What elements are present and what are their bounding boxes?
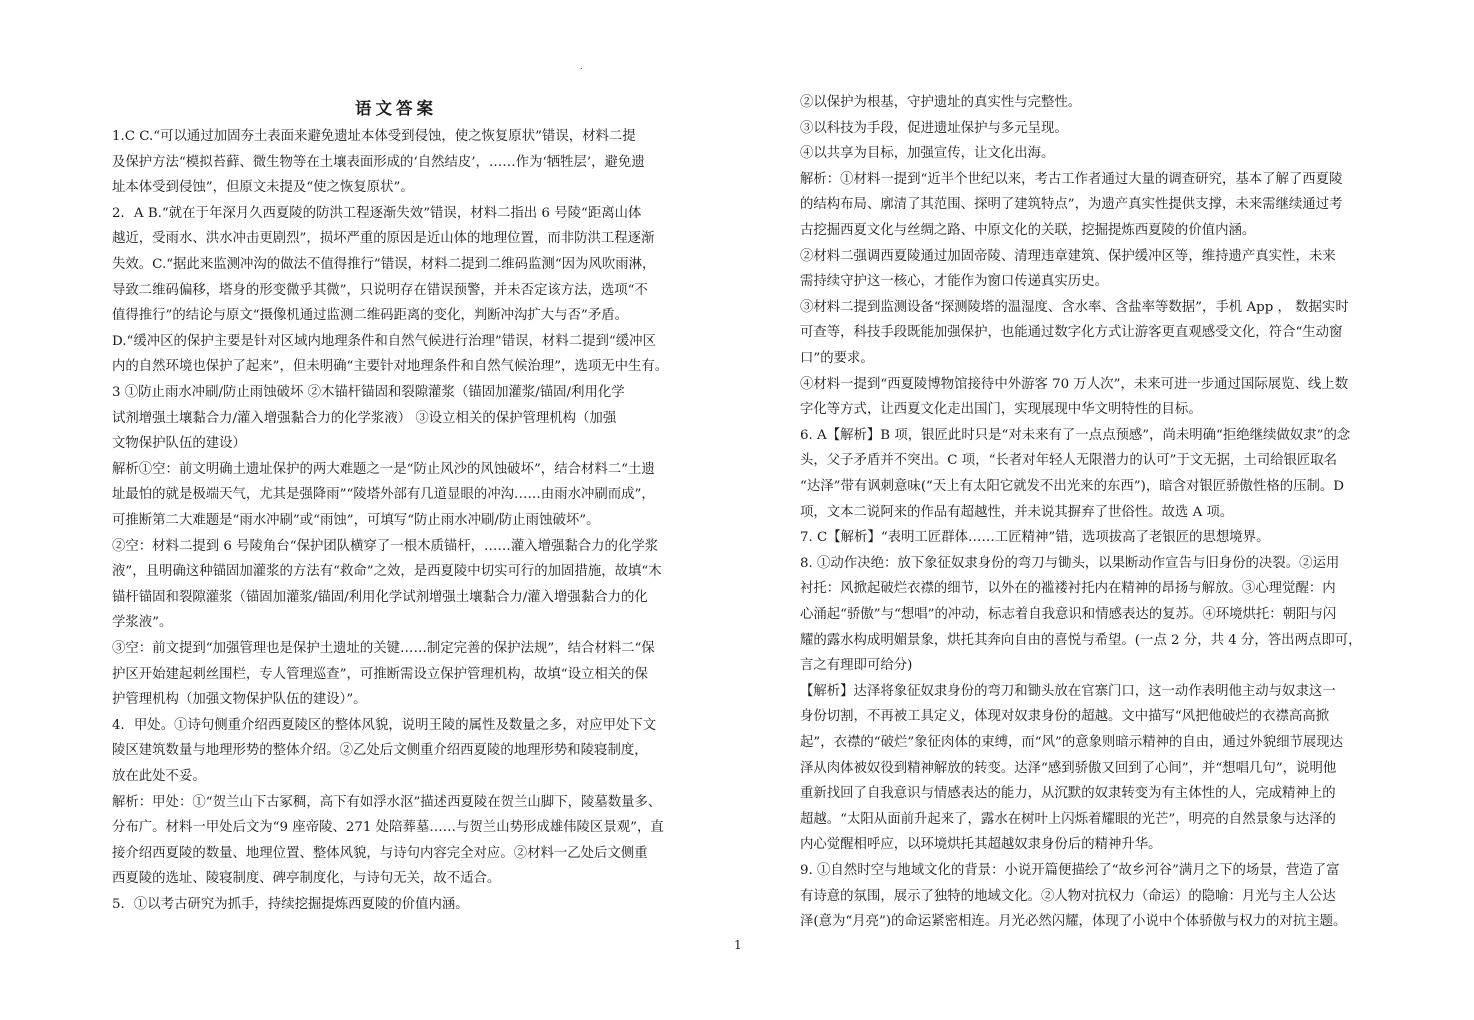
answer-line: 4．甲处。①诗句侧重介绍西夏陵区的整体风貌，说明王陵的属性及数量之多，对应甲处下文 bbox=[112, 717, 657, 733]
answer-line: 5．①以考古研究为抓手，持续挖掘提炼西夏陵的价值内涵。 bbox=[112, 897, 469, 912]
answer-line: 接介绍西夏陵的数量、地理位置、整体风貌，与诗句内容完全对应。②材料一乙处后文侧重 bbox=[112, 845, 648, 861]
answer-line: 8. ①动作决绝：放下象征奴隶身份的弯刀与锄头，以果断动作宣告与旧身份的决裂。②运用 bbox=[800, 555, 1340, 571]
answer-line: 内心觉醒相呼应，以环境烘托其超越奴隶身份后的精神升华。 bbox=[800, 837, 1162, 853]
answer-line: 1.C C.“可以通过加固夯土表面来避免遗址本体受到侵蚀，使之恢复原状”错误，材料二提 bbox=[112, 129, 636, 144]
answer-line: 越近，受雨水、洪水冲击更剧烈”，损坏严重的原因是近山体的地理位置，而非防洪工程逐渐 bbox=[112, 231, 655, 247]
answer-line: 超越。“太阳从面前升起来了，露水在树叶上闪烁着耀眼的光芒”，明亮的自然景象与达泽的 bbox=[800, 811, 1336, 827]
answer-line: 护区开始建起刺丝围栏，专人管理巡查”，可推断需设立保护管理机构，故填“设立相关的保 bbox=[112, 666, 648, 682]
page-title: 语文答案 bbox=[355, 99, 437, 118]
page-number: 1 bbox=[734, 938, 742, 952]
answer-line: 9. ①自然时空与地域文化的背景：小说开篇便描绘了“故乡河谷”满月之下的场景，营造了富 bbox=[800, 863, 1340, 878]
answer-line: 学浆液”。 bbox=[112, 615, 173, 631]
answer-line: 泽从肉体被奴役到精神解放的转变。达泽“感到骄傲又回到了心间”，并“想唱几句”，说明他 bbox=[800, 760, 1337, 776]
answer-line: 有诗意的氛围，展示了独特的地域文化。②人物对抗权力（命运）的隐喻：月光与主人公达 bbox=[800, 888, 1336, 904]
answer-line: 起”，衣襟的“破烂”象征肉体的束缚，而“风”的意象则暗示精神的自由，通过外貌细节展现达 bbox=[800, 735, 1344, 750]
answer-line: 需持续守护这一核心，才能作为窗口传递真实历史。 bbox=[800, 274, 1108, 290]
answer-line: 可推断第二大难题是“雨水冲刷”或“雨蚀”，可填写“防止雨水冲刷/防止雨蚀破坏”。 bbox=[112, 513, 600, 528]
answer-line: 重新找回了自我意识与情感表达的能力，从沉默的奴隶转变为有主体性的人，完成精神上的 bbox=[800, 786, 1336, 802]
answer-line: 西夏陵的选址、陵寝制度、碑亭制度化，与诗句无关，故不适合。 bbox=[112, 871, 501, 887]
answer-line: 及保护方法“模拟苔藓、微生物等在土壤表面形成的‘自然结皮’，……作为‘牺牲层’，避免遗 bbox=[112, 154, 645, 170]
answer-line: 液”，且明确这种锚固加灌浆的方法有“救命”之效，是西夏陵中切实可行的加固措施，故填“木 bbox=[112, 564, 662, 580]
answer-line: 耀的露水构成明媚景象，烘托其奔向自由的喜悦与希望。(一点 2 分，共 4 分，答出两点即可， bbox=[800, 632, 1362, 648]
answer-line: 2．A B.“就在于年深月久西夏陵的防洪工程逐渐失效”错误，材料二指出 6 号陵“距离山体 bbox=[112, 205, 642, 221]
answer-line: “达泽”带有讽刺意味(“天上有太阳它就发不出光来的东西”)，暗含对银匠骄傲性格的压制。D bbox=[800, 479, 1345, 494]
answer-line: 泽(意为“月亮”)的命运紧密相连。月光必然闪耀，体现了小说中个体骄傲与权力的对抗主题。 bbox=[800, 914, 1347, 930]
answer-line: 锚杆锚固和裂隙灌浆（锚固加灌浆/锚固/利用化学试剂增强土壤黏合力/灌入增强黏合力的化 bbox=[112, 589, 648, 605]
answer-line: 护管理机构（加强文物保护队伍的建设）”。 bbox=[112, 692, 367, 708]
answer-line: 字化等方式，让西夏文化走出国门，实现展现中华文明特性的目标。 bbox=[800, 402, 1202, 418]
answer-line: 可查等，科技手段既能加强保护，也能通过数字化方式让游客更直观感受文化，符合“生动窗 bbox=[800, 325, 1343, 341]
answer-line: 【解析】达泽将象征奴隶身份的弯刀和锄头放在官寨门口，这一动作表明他主动与奴隶这一 bbox=[800, 683, 1336, 699]
answer-line: ④以共享为目标，加强宣传，让文化出海。 bbox=[800, 146, 1055, 162]
answer-line: 心涌起“骄傲”与“想唱”的冲动，标志着自我意识和情感表达的复苏。④环境烘托：朝阳与闪 bbox=[800, 607, 1337, 622]
answer-line: 口”的要求。 bbox=[800, 351, 874, 366]
answer-line: 分布广。材料一甲处后文为“9 座帝陵、271 处陪葬墓……与贺兰山势形成雄伟陵区景观”，直 bbox=[112, 820, 664, 836]
answer-line: 衬托：风掀起破烂衣襟的细节，以外在的褴褛衬托内在精神的昂扬与解放。③心理觉醒：内 bbox=[800, 581, 1336, 597]
answer-line: 失效。C.“据此来监测冲沟的做法不值得推行”错误，材料二提到二维码监测“因为风吹雨淋， bbox=[112, 257, 656, 272]
answer-line: 解析①空：前文明确土遗址保护的两大难题之一是“防止风沙的风蚀破坏”，结合材料二“土遗 bbox=[112, 461, 655, 477]
answer-line: 7. C【解析】“表明工匠群体……工匠精神”错，选项拔高了老银匠的思想境界。 bbox=[800, 530, 1270, 546]
answer-line: ③以科技为手段，促进遗址保护与多元呈现。 bbox=[800, 120, 1068, 136]
answer-line: 的结构布局、廓清了其范围、探明了建筑特点”，为遗产真实性提供支撑，未来需继续通过考 bbox=[800, 197, 1343, 213]
page-dot: . bbox=[580, 62, 583, 71]
answer-line: 解析：甲处：①“贺兰山下古冢稠，高下有如浮水沤”描述西夏陵在贺兰山脚下，陵墓数量多、 bbox=[112, 794, 662, 810]
answer-line: 头，父子矛盾并不突出。C 项，“长者对年轻人无限潜力的认可”于文无据，土司给银匠取名 bbox=[800, 453, 1338, 469]
answer-line: ②以保护为根基，守护遗址的真实性与完整性。 bbox=[800, 95, 1082, 110]
answer-line: ②空：材料二提到 6 号陵角台“保护团队横穿了一根木质锚杆，……灌入增强黏合力的化学浆 bbox=[112, 538, 659, 554]
answer-line: 陵区建筑数量与地理形势的整体介绍。②乙处后文侧重介绍西夏陵的地理形势和陵寝制度， bbox=[112, 743, 648, 759]
answer-line: 言之有理即可给分) bbox=[800, 658, 913, 674]
answer-line: 解析：①材料一提到“近半个世纪以来，考古工作者通过大量的调查研究，基本了解了西夏陵 bbox=[800, 171, 1343, 187]
answer-line: ③材料二提到监测设备“探测陵塔的温湿度、含水率、含盐率等数据”，手机 App ， 数据实时 bbox=[800, 299, 1349, 315]
answer-line: D.“缓冲区的保护主要是针对区域内地理条件和自然气候进行治理”错误，材料二提到“缓冲区 bbox=[112, 333, 656, 349]
answer-line: 项，文本二说阿来的作品有超越性，并未说其摒弃了世俗性。故选 A 项。 bbox=[800, 504, 1234, 520]
answer-line: 址本体受到侵蚀”，但原文未提及“使之恢复原状”。 bbox=[112, 180, 414, 196]
answer-line: 试剂增强土壤黏合力/灌入增强黏合力的化学浆液） ③设立相关的保护管理机构（加强 bbox=[112, 410, 617, 426]
answer-line: 内的自然环境也保护了起来”，但未明确“主要针对地理条件和自然气候治理”，选项无中生有。 bbox=[112, 359, 669, 375]
answer-line: 文物保护队伍的建设） bbox=[112, 436, 246, 452]
answer-line: 值得推行”的结论与原文“摄像机通过监测二维码距离的变化，判断冲沟扩大与否”矛盾。 bbox=[112, 308, 628, 324]
answer-line: ②材料二强调西夏陵通过加固帝陵、清理违章建筑、保护缓冲区等，维持遗产真实性，未来 bbox=[800, 248, 1336, 264]
answer-line: 身份切割，不再被工具定义，体现对奴隶身份的超越。文中描写“风把他破烂的衣襟高高掀 bbox=[800, 709, 1330, 725]
answer-line: 6. A【解析】B 项，银匠此时只是“对未来有了一点点预感”，尚未明确“拒绝继续做奴隶”的念 bbox=[800, 427, 1351, 443]
answer-line: ④材料一提到“西夏陵博物馆接待中外游客 70 万人次”，未来可进一步通过国际展览、线上数 bbox=[800, 376, 1349, 392]
answer-line: 导致二维码偏移，塔身的形变微乎其微”，只说明存在错误预警，并未否定该方法，选项“不 bbox=[112, 282, 648, 298]
answer-line: 3 ①防止雨水冲刷/防止雨蚀破坏 ②木锚杆锚固和裂隙灌浆（锚固加灌浆/锚固/利用化学 bbox=[112, 385, 625, 400]
answer-line: 址最怕的就是极端天气，尤其是强降雨”“陵塔外部有几道显眼的冲沟……由雨水冲刷而成”， bbox=[112, 487, 655, 503]
answer-line: ③空：前文提到“加强管理也是保护土遗址的关键……制定完善的保护法规”，结合材料二“保 bbox=[112, 641, 655, 656]
answer-line: 古挖掘西夏文化与丝绸之路、中原文化的关联，挖掘提炼西夏陵的价值内涵。 bbox=[800, 223, 1256, 238]
answer-line: 放在此处不妥。 bbox=[112, 769, 206, 784]
